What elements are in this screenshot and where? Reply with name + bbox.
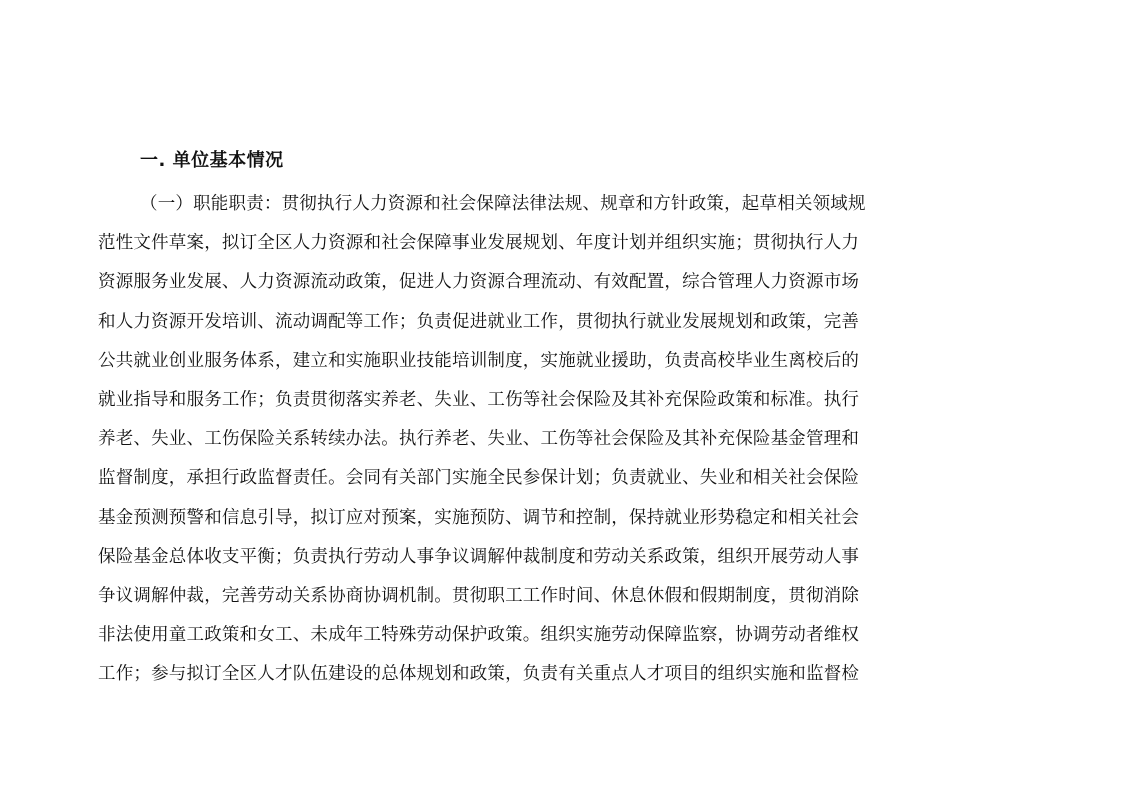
body-paragraph: [98, 185, 1028, 694]
section-heading: 一. 单位基本情况: [140, 150, 284, 171]
paragraph-line: 范性文件草案，拟订全区人力资源和社会保障事业发展规划、年度计划并组织实施；贯彻执行人力: [98, 233, 860, 254]
paragraph-line: 监督制度，承担行政监督责任。会同有关部门实施全民参保计划；负责就业、失业和相关社会保险: [98, 468, 860, 489]
paragraph-line: 争议调解仲裁，完善劳动关系协商协调机制。贯彻职工工作时间、休息休假和假期制度，贯彻消除: [98, 585, 860, 606]
paragraph-line: 保险基金总体收支平衡；负责执行劳动人事争议调解仲裁制度和劳动关系政策，组织开展劳动人事: [98, 546, 860, 567]
paragraph-line: 公共就业创业服务体系，建立和实施职业技能培训制度，实施就业援助，负责高校毕业生离校后的: [98, 350, 860, 371]
paragraph-line: 基金预测预警和信息引导，拟订应对预案，实施预防、调节和控制，保持就业形势稳定和相关社会: [98, 507, 860, 528]
paragraph-line: 非法使用童工政策和女工、未成年工特殊劳动保护政策。组织实施劳动保障监察，协调劳动者维权: [98, 625, 860, 646]
paragraph-line: （一）职能职责：贯彻执行人力资源和社会保障法律法规、规章和方针政策，起草相关领域规: [140, 194, 866, 214]
paragraph-line: 就业指导和服务工作；负责贯彻落实养老、失业、工伤等社会保险及其补充保险政策和标准。执行: [98, 389, 860, 410]
paragraph-line: 养老、失业、工伤保险关系转续办法。执行养老、失业、工伤等社会保险及其补充保险基金管理和: [98, 429, 860, 450]
paragraph-line: 资源服务业发展、人力资源流动政策，促进人力资源合理流动、有效配置，综合管理人力资源市场: [98, 272, 860, 293]
paragraph-line: 工作；参与拟订全区人才队伍建设的总体规划和政策，负责有关重点人才项目的组织实施和监督检: [98, 664, 860, 685]
paragraph-line: 和人力资源开发培训、流动调配等工作；负责促进就业工作，贯彻执行就业发展规划和政策，完善: [98, 311, 860, 332]
